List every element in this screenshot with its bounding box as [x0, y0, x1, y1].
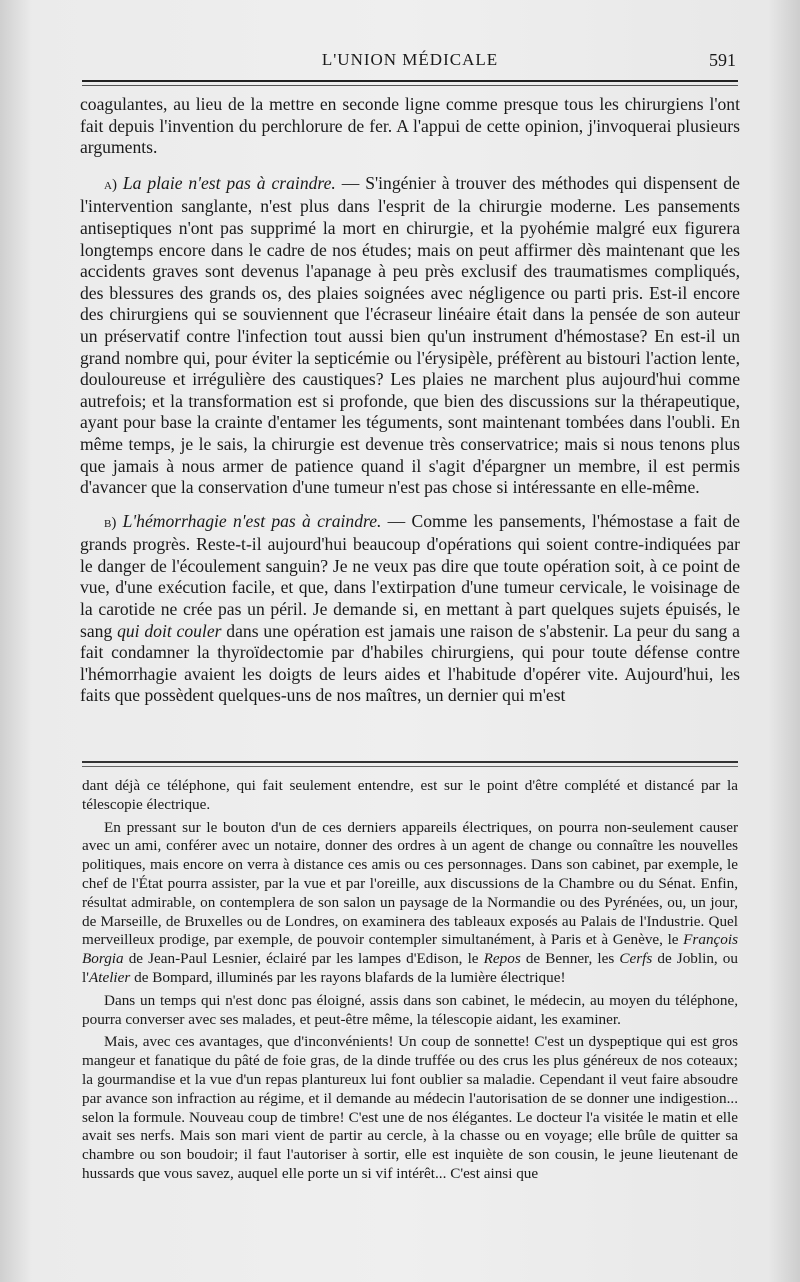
- feuilleton-paragraph-2: [82, 819, 738, 988]
- feuilleton-p2-italic-2: Repos: [483, 950, 521, 968]
- feuilleton-paragraph-3: Dans un temps qui n'est donc pas éloigné, assis dans son cabinet, le médecin, au moyen du téléphone, pourra converser avec ses malades, et peut-être même, la télescopie aidant, les examiner.: [82, 991, 738, 1028]
- section-a-body: — S'ingénier à trouver des méthodes qui dispensent de l'intervention sanglante, n'est plus dans l'esprit de la chirurgie moderne. Les pansements antiseptiques n'ont pas supprimé la mort en chirurgie, et la pyohémie malgré eux figurera longtemps encore dans le cadre de nos études; mais on peut affirmer dès maintenant que les accidents graves sont devenus l'apanage à peu près exclusif des traumatismes compliqués, des blessures des grands os, des plaies soignées avec négligence ou parti pris. Est-il encore des chirurgiens qui se souviennent que l'écraseur linéaire était dans la pensée de son auteur un préservatif contre l'infection tout aussi bien qu'un instrument d'hémostase? En est-il un grand nombre qui, pour éviter la septicémie ou l'érysipèle, préfèrent au bistouri l'action lente, douloureuse et irrégulière des caustiques? Les plaies ne marchent plus aujourd'hui comme autrefois; et la transformation est si profonde, que bien des discussions sur la thérapeutique, ayant pour base la crainte d'entamer les téguments, sont maintenant tombées dans l'oubli. En même temps, je le sais, la chirurgie est devenue très conservatrice; mais si nous tenons plus que jamais à nous armer de patience quand il s'agit d'épargner un membre, il est permis d'avancer que la conservation d'une tumeur n'est pas chose si intéressante en elle-même.: [80, 172, 740, 498]
- feuilleton-p2-text-4: de Bompard, illuminés par les rayons blafards de la lumière électrique!: [130, 968, 566, 986]
- feuilleton-p2-text-3: de Joblin, ou l': [82, 950, 738, 986]
- page-header: [80, 48, 740, 74]
- feuilleton-rule: [82, 761, 738, 763]
- section-b-italic: qui doit couler: [117, 620, 222, 641]
- main-text: [80, 94, 740, 707]
- feuilleton-p2-italic-4: Atelier: [88, 968, 131, 986]
- intro-paragraph: coagulantes, au lieu de la mettre en seconde ligne comme presque tous les chirurgiens l'ont fait depuis l'invention du perchlorure de fer. A l'appui de cette opinion, j'invoquerai plusieurs arguments.: [80, 94, 740, 158]
- section-a-paragraph: [80, 173, 740, 499]
- feuilleton-paragraph-4: Mais, avec ces avantages, que d'inconvénients! Un coup de sonnette! C'est un dyspeptique qui est gros mangeur et fanatique du pâté de foie gras, de la dinde truffée ou des crus les plus généreux de nos coteaux; la gourmandise et la vue d'un repas plantureux lui font oublier sa maladie. Cependant il veut faire absoudre par avance son infraction au régime, et il demande au médecin l'autorisation de se donner une indigestion... selon la formule. Nouveau coup de timbre! C'est une de nos élégantes. Le docteur l'a visitée le matin et elle avait ses nerfs. Mais son mari vient de partir au cercle, à la chasse ou en voyage; elle brûle de quitter sa chambre ou son boudoir; il faut l'autoriser à sortir, elle est inquiète de son cousin, le jeune lieutenant de hussards que vous savez, auquel elle porte un si vif intérêt... C'est ainsi que: [82, 1033, 738, 1182]
- feuilleton-rule-thin: [82, 766, 738, 767]
- header-rule-thin: [82, 85, 738, 86]
- section-a-marker: a): [104, 176, 117, 193]
- feuilleton-p2-text-1: de Jean-Paul Lesnier, éclairé par les lampes d'Edison, le: [123, 950, 484, 968]
- feuilleton-p2-italic-3: Cerfs: [619, 950, 653, 968]
- header-rule: [82, 80, 738, 82]
- section-b-body-1: — Comme les pansements, l'hémostase a fait de grands progrès. Reste-t-il aujourd'hui beaucoup d'opérations qui soient contre-indiquées par le danger de l'écoulement sanguin? Je ne veux pas dire que toute opération soit, à ce point de vue, d'une exécution facile, et que, dans l'extirpation d'une tumeur cervicale, le voisinage de la carotide ne crée pas un péril. Je demande si, en mettant à part quelques sujets épuisés, le sang: [80, 510, 740, 641]
- feuilleton-paragraph-1: dant déjà ce téléphone, qui fait seulement entendre, est sur le point d'être complété et distancé par la télescopie électrique.: [82, 777, 738, 813]
- section-b-marker: b): [104, 514, 117, 531]
- feuilleton-p2-text: En pressant sur le bouton d'un de ces derniers appareils électriques, on pourra non-seulement causer avec un ami, conférer avec un notaire, donner des ordres à un agent de change ou connaître les nouvelles politiques, mais encore on verra à distance ces amis ou ces personnages. Dans son cabinet, par exemple, le chef de l'État pourra assister, par la vue et par l'oreille, aux discussions de la Chambre ou du Sénat. Enfin, résultat admirable, on contemplera de son salon un paysage de la Normandie ou des Pyrénées, ou, un jour, de Marseille, de Bruxelles ou de Londres, on examinera des tableaux exposés au Palais de l'Industrie. Quel merveilleux prodige, par exemple, de pouvoir contempler simultanément, à Paris et à Genève, le: [82, 818, 738, 949]
- section-b-body-2: dans une opération est jamais une raison de s'abstenir. La peur du sang a fait condamner la thyroïdectomie par d'habiles chirurgiens, qui pour toute défense contre l'hémorrhagie avaient les doigts de leurs aides et l'habitude d'opérer vite. Aujourd'hui, les faits que possèdent quelques-uns de nos maîtres, un dernier qui m'est: [80, 620, 740, 706]
- feuilleton-p2-text-2: de Benner, les: [520, 950, 620, 968]
- section-a-title: La plaie n'est pas à craindre.: [122, 172, 336, 193]
- section-b-paragraph: [80, 511, 740, 707]
- running-title: L'UNION MÉDICALE: [321, 50, 499, 69]
- feuilleton-text: [82, 777, 738, 1188]
- section-b-title: L'hémorrhagie n'est pas à craindre.: [122, 510, 382, 531]
- feuilleton-p2-italic-1: François Borgia: [82, 931, 738, 968]
- page-number: 591: [709, 50, 736, 70]
